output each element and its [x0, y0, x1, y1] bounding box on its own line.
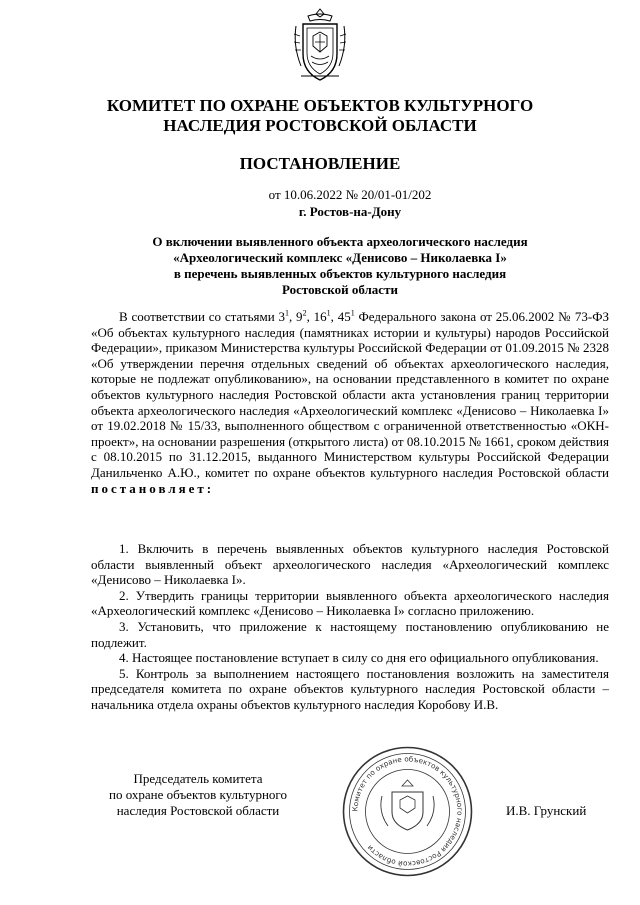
article-superscript: 1 — [350, 308, 355, 318]
preamble-text: , 9 — [288, 309, 303, 324]
resolution-item: 5. Контроль за выполнением настоящего постановления возложить на заместителя председателя комитета по охране объектов культурного наследия Ростовской области – начальника отдела охраны объектов культурного наследия Коробову И.В. — [91, 665, 609, 712]
resolution-item: 1. Включить в перечень выявленных объектов культурного наследия Ростовской области выявленный объект археологического наследия «Археологический комплекс «Денисово – Николаевка I». — [91, 541, 609, 588]
signatory-position-line: наследия Ростовской области — [116, 803, 280, 818]
signatory-name: И.В. Грунский — [506, 803, 587, 818]
resolution-items — [91, 541, 609, 713]
document-type: ПОСТАНОВЛЕНИЕ — [239, 154, 401, 173]
preamble-text: , 16 — [306, 309, 327, 324]
document-subject — [140, 234, 540, 298]
signatory-position-line: по охране объектов культурного — [109, 787, 287, 802]
resolution-item: 2. Утвердить границы территории выявленного объекта археологического наследия «Археологический комплекс «Денисово – Николаевка I» согласно приложению. — [91, 587, 609, 619]
resolution-item: 4. Настоящее постановление вступает в силу со дня его официального опубликования. — [119, 650, 599, 666]
article-superscript: 2 — [302, 308, 307, 318]
subject-line: «Археологический комплекс «Денисово – Николаевка I» — [173, 250, 507, 265]
article-superscript: 1 — [284, 308, 289, 318]
signatory-position — [88, 771, 308, 819]
signatory-position-line: Председатель комитета — [133, 771, 263, 786]
preamble-text: Федерального закона от 25.06.2002 № 73-ФЗ «Об объектах культурного наследия (памятниках истории и культуры) народов Российской Федерации», приказом Министерства культуры Российской Федерации от 01.09.2015 № 2328 «Об утверждении перечня отдельных сведений об объектах археологического наследия, которые не подлежат опубликованию», на основании представленного в комитет по охране объектов культурного наследия Ростовской области акта установления границ территории объекта археологического наследия «Археологический комплекс «Денисово – Николаевка I» от 19.02.2018 № 15/33, выполненного обществом с ограниченной ответственностью «ОКН-проект», на основании разрешения (открытого листа) от 08.10.2015 № 1661, сроком действия с 08.10.2015 по 31.12.2015, выданного Министерством культуры Российской Федерации Данильченко А.Ю., комитет по охране объектов культурного наследия Ростовской области — [91, 309, 610, 480]
seal-text-path: Комитет по охране объектов культурного наследия Ростовской области — [350, 754, 465, 869]
organization-name-line-2: НАСЛЕДИЯ РОСТОВСКОЙ ОБЛАСТИ — [163, 116, 477, 135]
resolves-word: постановляет: — [91, 480, 215, 496]
document-date-number: от 10.06.2022 № 20/01-01/202 — [268, 187, 432, 202]
official-seal-icon — [340, 744, 475, 879]
seal-text — [350, 754, 464, 868]
article-superscript: 1 — [326, 308, 331, 318]
subject-line: в перечень выявленных объектов культурного наследия — [173, 266, 507, 281]
coat-of-arms-icon — [291, 6, 349, 86]
preamble-text: , 45 — [330, 309, 351, 324]
preamble-text: В соответствии со статьями 3 — [119, 309, 285, 324]
subject-line: Ростовской области — [282, 282, 398, 297]
document-city: г. Ростов-на-Дону — [298, 204, 402, 219]
resolution-item: 3. Установить, что приложение к настоящему постановлению опубликованию не подлежит. — [91, 618, 609, 650]
organization-name — [0, 96, 640, 136]
organization-name-line-1: КОМИТЕТ ПО ОХРАНЕ ОБЪЕКТОВ КУЛЬТУРНОГО — [106, 96, 534, 115]
subject-line: О включении выявленного объекта археологического наследия — [152, 234, 528, 249]
preamble-paragraph — [91, 309, 609, 496]
